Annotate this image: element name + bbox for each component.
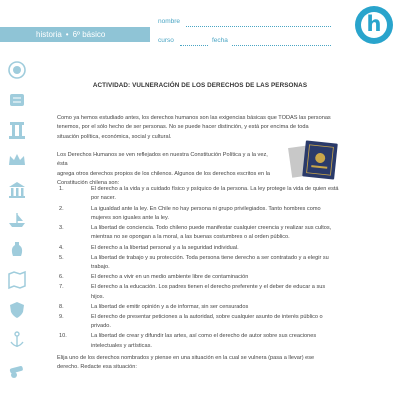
coin-icon: [6, 60, 30, 80]
item-line: El derecho de presentar peticiones a la autoridad, sobre cualquier asunto de interés público o: [91, 313, 323, 320]
constitution-line: Constitución chilena son:: [57, 180, 120, 187]
intro-paragraph: [57, 114, 377, 142]
item-number: 7.: [59, 284, 64, 291]
grade-label: 6º básico: [72, 30, 106, 39]
item-number: 5.: [59, 254, 64, 261]
list-item: [57, 185, 382, 204]
item-line: La igualdad ante la ley. En Chile no hay persona ni grupo privilegiados. Tanto hombres como: [91, 205, 321, 212]
item-line: mientras no se opongan a la moral, a las buenas costumbres o al orden público.: [91, 234, 290, 241]
item-line: La libertad de trabajo y su protección. Toda persona tiene derecho a ser contratado y a elegir su: [91, 254, 329, 261]
rights-list: [57, 185, 382, 352]
item-number: 1.: [59, 186, 64, 192]
constitution-line: Los Derechos Humanos se ven reflejados en nuestra Constitución Política y a la vez, ésta: [57, 152, 268, 168]
item-number: 4.: [59, 244, 64, 251]
list-item: [57, 303, 382, 312]
item-line: intelectuales y artísticas.: [91, 342, 152, 349]
list-item: [57, 224, 382, 243]
list-item: [57, 332, 382, 351]
constitution-line: agrega otros derechos propios de los chilenos. Algunos de los derechos escritos en la: [57, 170, 271, 177]
item-line: El derecho a la educación. Los padres tienen el derecho preferente y el deber de educar a sus: [91, 284, 326, 291]
subject-separator: •: [65, 30, 69, 39]
item-line: hijos.: [91, 293, 105, 300]
date-field[interactable]: [232, 45, 331, 46]
list-item: [57, 254, 382, 273]
activity-title: ACTIVIDAD: VULNERACIÓN DE LOS DERECHOS DE LAS PERSONAS: [92, 82, 308, 89]
item-line: La libertad de conciencia. Todo chileno puede manifestar cualquier creencia y realizar sus cultos,: [91, 225, 332, 231]
pillar-icon: [6, 180, 30, 200]
item-line: mujeres son iguales ante la ley.: [91, 214, 169, 221]
instruction-paragraph: [57, 354, 377, 373]
item-line: La libertad de crear y difundir las artes, así como el derecho de autor sobre sus creaciones: [91, 333, 317, 340]
pillar-icon: [6, 120, 30, 140]
instruction-line: Elija uno de los derechos nombrados y piense en una situación en la cual se vulnera (pasa a llevar) ese: [57, 355, 315, 361]
subject-banner: [0, 27, 150, 42]
intro-line: tenemos, por el sólo hecho de ser personas. No se puede hacer distinción, y está por encima de toda: [57, 124, 309, 131]
anchor-icon: [6, 330, 30, 350]
name-field[interactable]: [186, 26, 331, 27]
item-line: El derecho a la libertad personal y a la seguridad individual.: [91, 244, 239, 251]
item-line: por nacer.: [91, 195, 116, 202]
amphora-icon: [6, 240, 30, 260]
course-field[interactable]: [180, 45, 208, 46]
item-line: La libertad de emitir opinión y a de informar, sin ser censurados: [91, 303, 249, 310]
list-item: [57, 205, 382, 224]
constitution-paragraph: [57, 151, 272, 189]
shield-icon: [6, 300, 30, 320]
list-item: [57, 273, 382, 282]
list-item: [57, 313, 382, 332]
list-item: [57, 244, 382, 253]
intro-line: situación política, económica, social y cultural.: [57, 133, 172, 140]
item-line: El derecho a vivir en un medio ambiente libre de contaminación: [91, 274, 249, 281]
intro-line: Como ya hemos estudiado antes, los derechos humanos son las exigencias básicas que TODAS las personas: [57, 115, 331, 121]
item-line: trabajo.: [91, 264, 110, 270]
item-line: El derecho a la vida y a cuidado físico y psíquico de la persona. La ley protege la vida de quien está: [91, 186, 339, 192]
date-label: fecha: [212, 37, 228, 44]
course-label: curso: [158, 37, 174, 44]
item-number: 2.: [59, 205, 64, 212]
list-item: [57, 283, 382, 302]
map-icon: [6, 270, 30, 290]
crown-icon: [6, 150, 30, 170]
cannon-icon: [6, 360, 30, 380]
logo: [355, 6, 393, 44]
item-number: 6.: [59, 274, 64, 281]
ship-icon: [6, 210, 30, 230]
name-label: nombre: [158, 18, 181, 25]
logo-letter: h: [361, 12, 387, 38]
subject-label: historia: [36, 30, 62, 39]
item-number: 8.: [59, 303, 64, 310]
scroll-icon: [6, 90, 30, 110]
item-number: 9.: [59, 313, 64, 320]
item-number: 10.: [59, 333, 67, 340]
constitution-book-image: [288, 140, 340, 180]
instruction-line: derecho. Redacte esa situación:: [57, 364, 137, 371]
item-line: privado.: [91, 323, 111, 330]
item-number: 3.: [59, 225, 64, 231]
